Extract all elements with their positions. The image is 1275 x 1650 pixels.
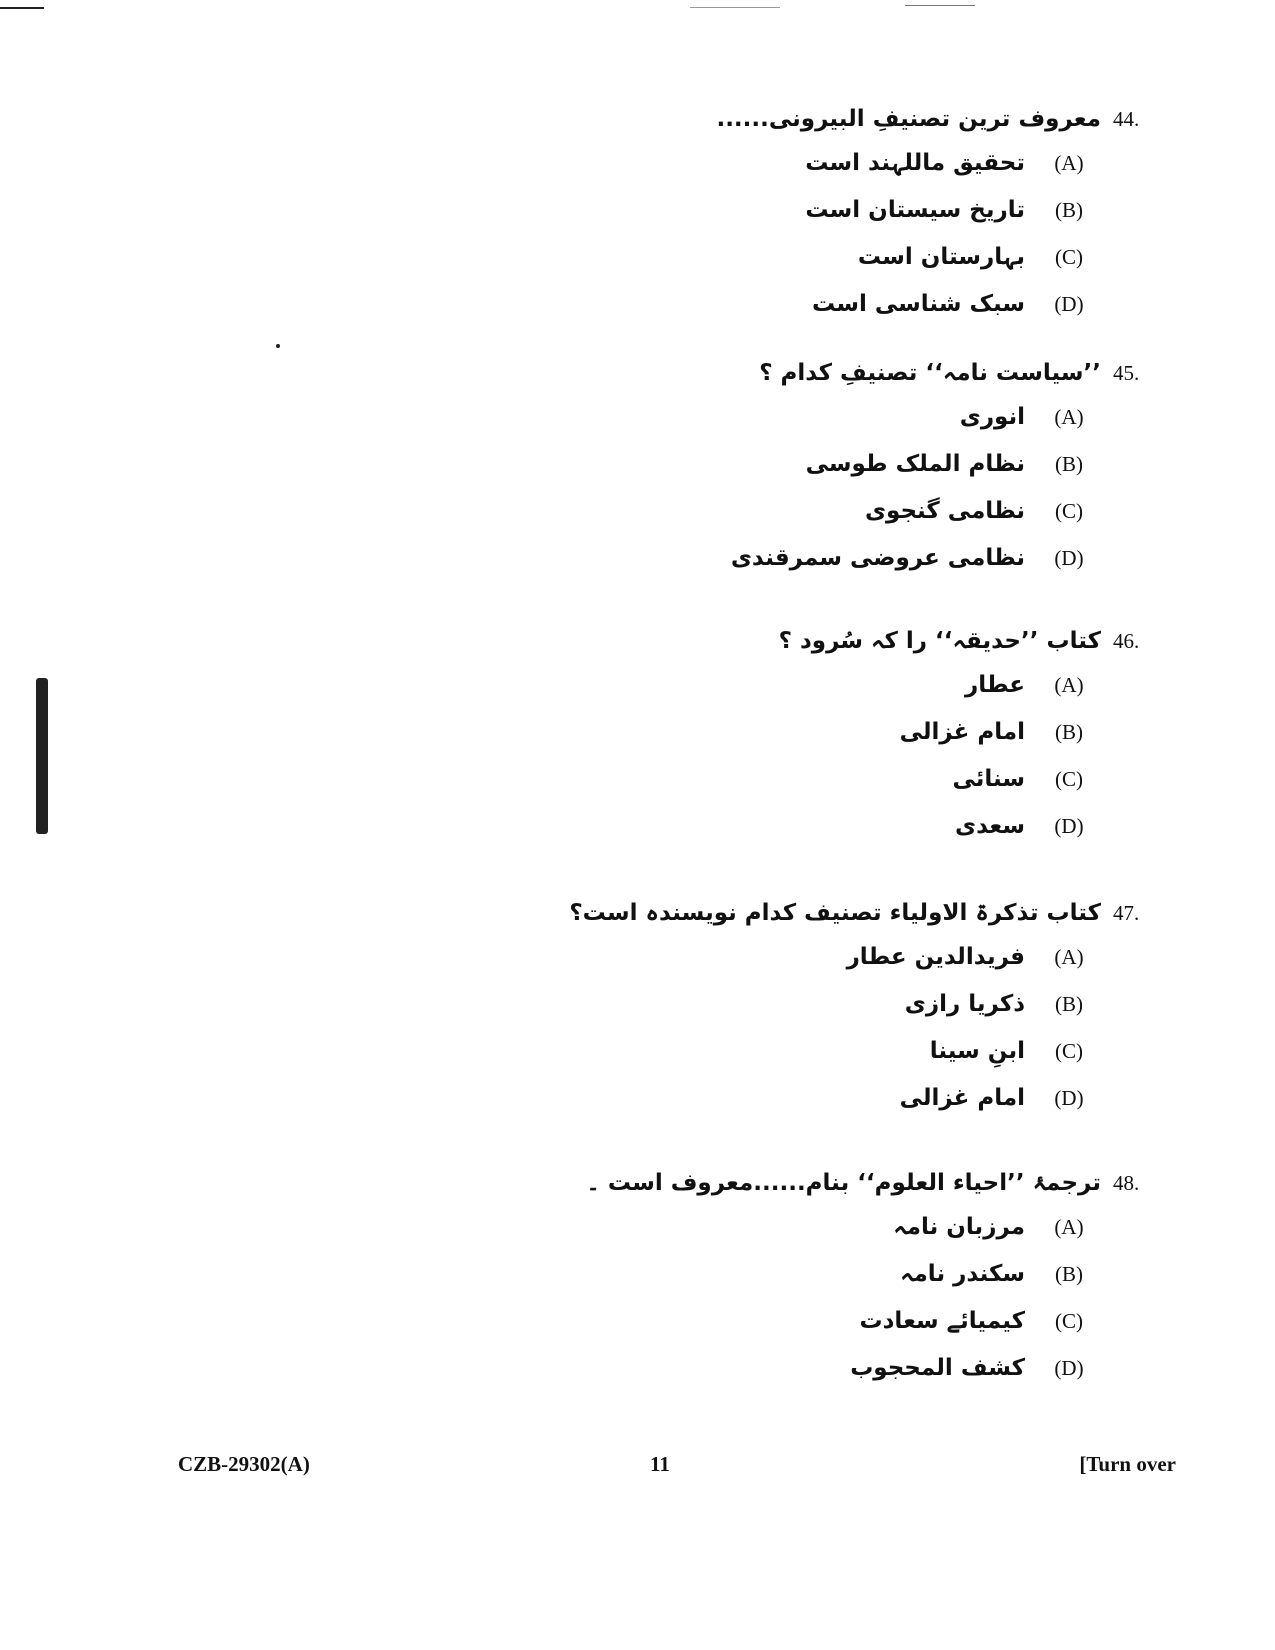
question-44 [475, 106, 1175, 338]
option-label: (A) [1054, 1215, 1084, 1239]
option-c [475, 244, 1093, 291]
option-text: کیمیائے سعادت [859, 1308, 1025, 1334]
option-label: (A) [1054, 405, 1084, 429]
option-label: (C) [1055, 1309, 1083, 1333]
option-text: نظام الملک طوسی [805, 451, 1025, 477]
question-text: کتاب تذکرۃ الاولیاء تصنیف کدام نویسندہ است؟ [569, 900, 1101, 926]
option-d [475, 813, 1093, 860]
option-text: مرزبان نامہ [893, 1214, 1025, 1240]
option-a [475, 150, 1093, 197]
question-line [475, 628, 1175, 672]
option-b [475, 1261, 1093, 1308]
option-d [475, 1085, 1093, 1132]
question-line [475, 900, 1175, 944]
question-number: 47. [1113, 901, 1140, 925]
option-b [475, 719, 1093, 766]
option-label: (D) [1054, 292, 1084, 316]
question-text: ترجمۂ ’’احیاء العلوم‘‘ بنام......معروف است ۔ [586, 1170, 1101, 1196]
option-label: (C) [1055, 767, 1083, 791]
option-c [475, 766, 1093, 813]
option-text: ابنِ سینا [929, 1038, 1025, 1064]
question-text: ’’سیاست نامہ‘‘ تصنیفِ کدام ؟ [759, 360, 1101, 386]
option-text: تاریخ سیستان است [805, 197, 1025, 223]
option-label: (A) [1054, 673, 1084, 697]
option-d [475, 545, 1093, 592]
question-line [475, 106, 1175, 150]
binding-mark [36, 678, 48, 834]
scan-rule-top-left [0, 7, 44, 9]
option-text: ذکریا رازی [904, 991, 1025, 1017]
question-number: 44. [1113, 107, 1140, 131]
option-c [475, 1038, 1093, 1085]
option-a [475, 672, 1093, 719]
option-c [475, 498, 1093, 545]
option-label: (D) [1054, 1086, 1084, 1110]
turn-over-note: [Turn over [1079, 1452, 1176, 1476]
question-text: کتاب ’’حدیقہ‘‘ را کہ سُرود ؟ [778, 628, 1101, 654]
scan-rule-top [690, 7, 780, 8]
page-number: 11 [650, 1452, 670, 1476]
option-text: سکندر نامہ [900, 1261, 1025, 1287]
question-number: 45. [1113, 361, 1140, 385]
question-line [475, 360, 1175, 404]
question-number: 48. [1113, 1171, 1140, 1195]
option-text: انوری [959, 404, 1025, 430]
option-a [475, 1214, 1093, 1261]
option-label: (C) [1055, 499, 1083, 523]
option-c [475, 1308, 1093, 1355]
question-number: 46. [1113, 629, 1140, 653]
option-text: نظامی عروضی سمرقندی [730, 545, 1025, 571]
option-d [475, 291, 1093, 338]
option-label: (B) [1055, 720, 1083, 744]
question-47 [475, 900, 1175, 1132]
option-b [475, 451, 1093, 498]
scan-dot [276, 344, 280, 348]
question-line [475, 1170, 1175, 1214]
question-45 [475, 360, 1175, 592]
option-text: تحقیق ماللہند است [805, 150, 1025, 176]
option-text: کشف المحجوب [850, 1355, 1025, 1381]
option-b [475, 991, 1093, 1038]
option-text: عطار [965, 672, 1025, 698]
option-label: (D) [1054, 546, 1084, 570]
option-label: (B) [1055, 452, 1083, 476]
option-label: (C) [1055, 245, 1083, 269]
option-label: (B) [1055, 992, 1083, 1016]
question-text: معروف ترین تصنیفِ البیرونی...... [716, 106, 1101, 132]
option-label: (A) [1054, 151, 1084, 175]
option-text: سعدی [955, 813, 1025, 839]
option-label: (D) [1054, 814, 1084, 838]
option-a [475, 944, 1093, 991]
option-d [475, 1355, 1093, 1402]
option-text: سبک شناسی است [812, 291, 1025, 317]
question-48 [475, 1170, 1175, 1402]
option-text: امام غزالی [899, 1085, 1025, 1111]
option-a [475, 404, 1093, 451]
option-label: (A) [1054, 945, 1084, 969]
option-text: بہارستان است [857, 244, 1025, 270]
option-label: (D) [1054, 1356, 1084, 1380]
option-label: (B) [1055, 1262, 1083, 1286]
option-text: سنائی [952, 766, 1025, 792]
paper-code: CZB-29302(A) [178, 1452, 310, 1476]
option-text: امام غزالی [899, 719, 1025, 745]
option-text: فریدالدین عطار [846, 944, 1025, 970]
option-b [475, 197, 1093, 244]
scan-rule-top-right [905, 5, 975, 6]
question-46 [475, 628, 1175, 860]
option-label: (B) [1055, 198, 1083, 222]
option-text: نظامی گنجوی [864, 498, 1025, 524]
option-label: (C) [1055, 1039, 1083, 1063]
